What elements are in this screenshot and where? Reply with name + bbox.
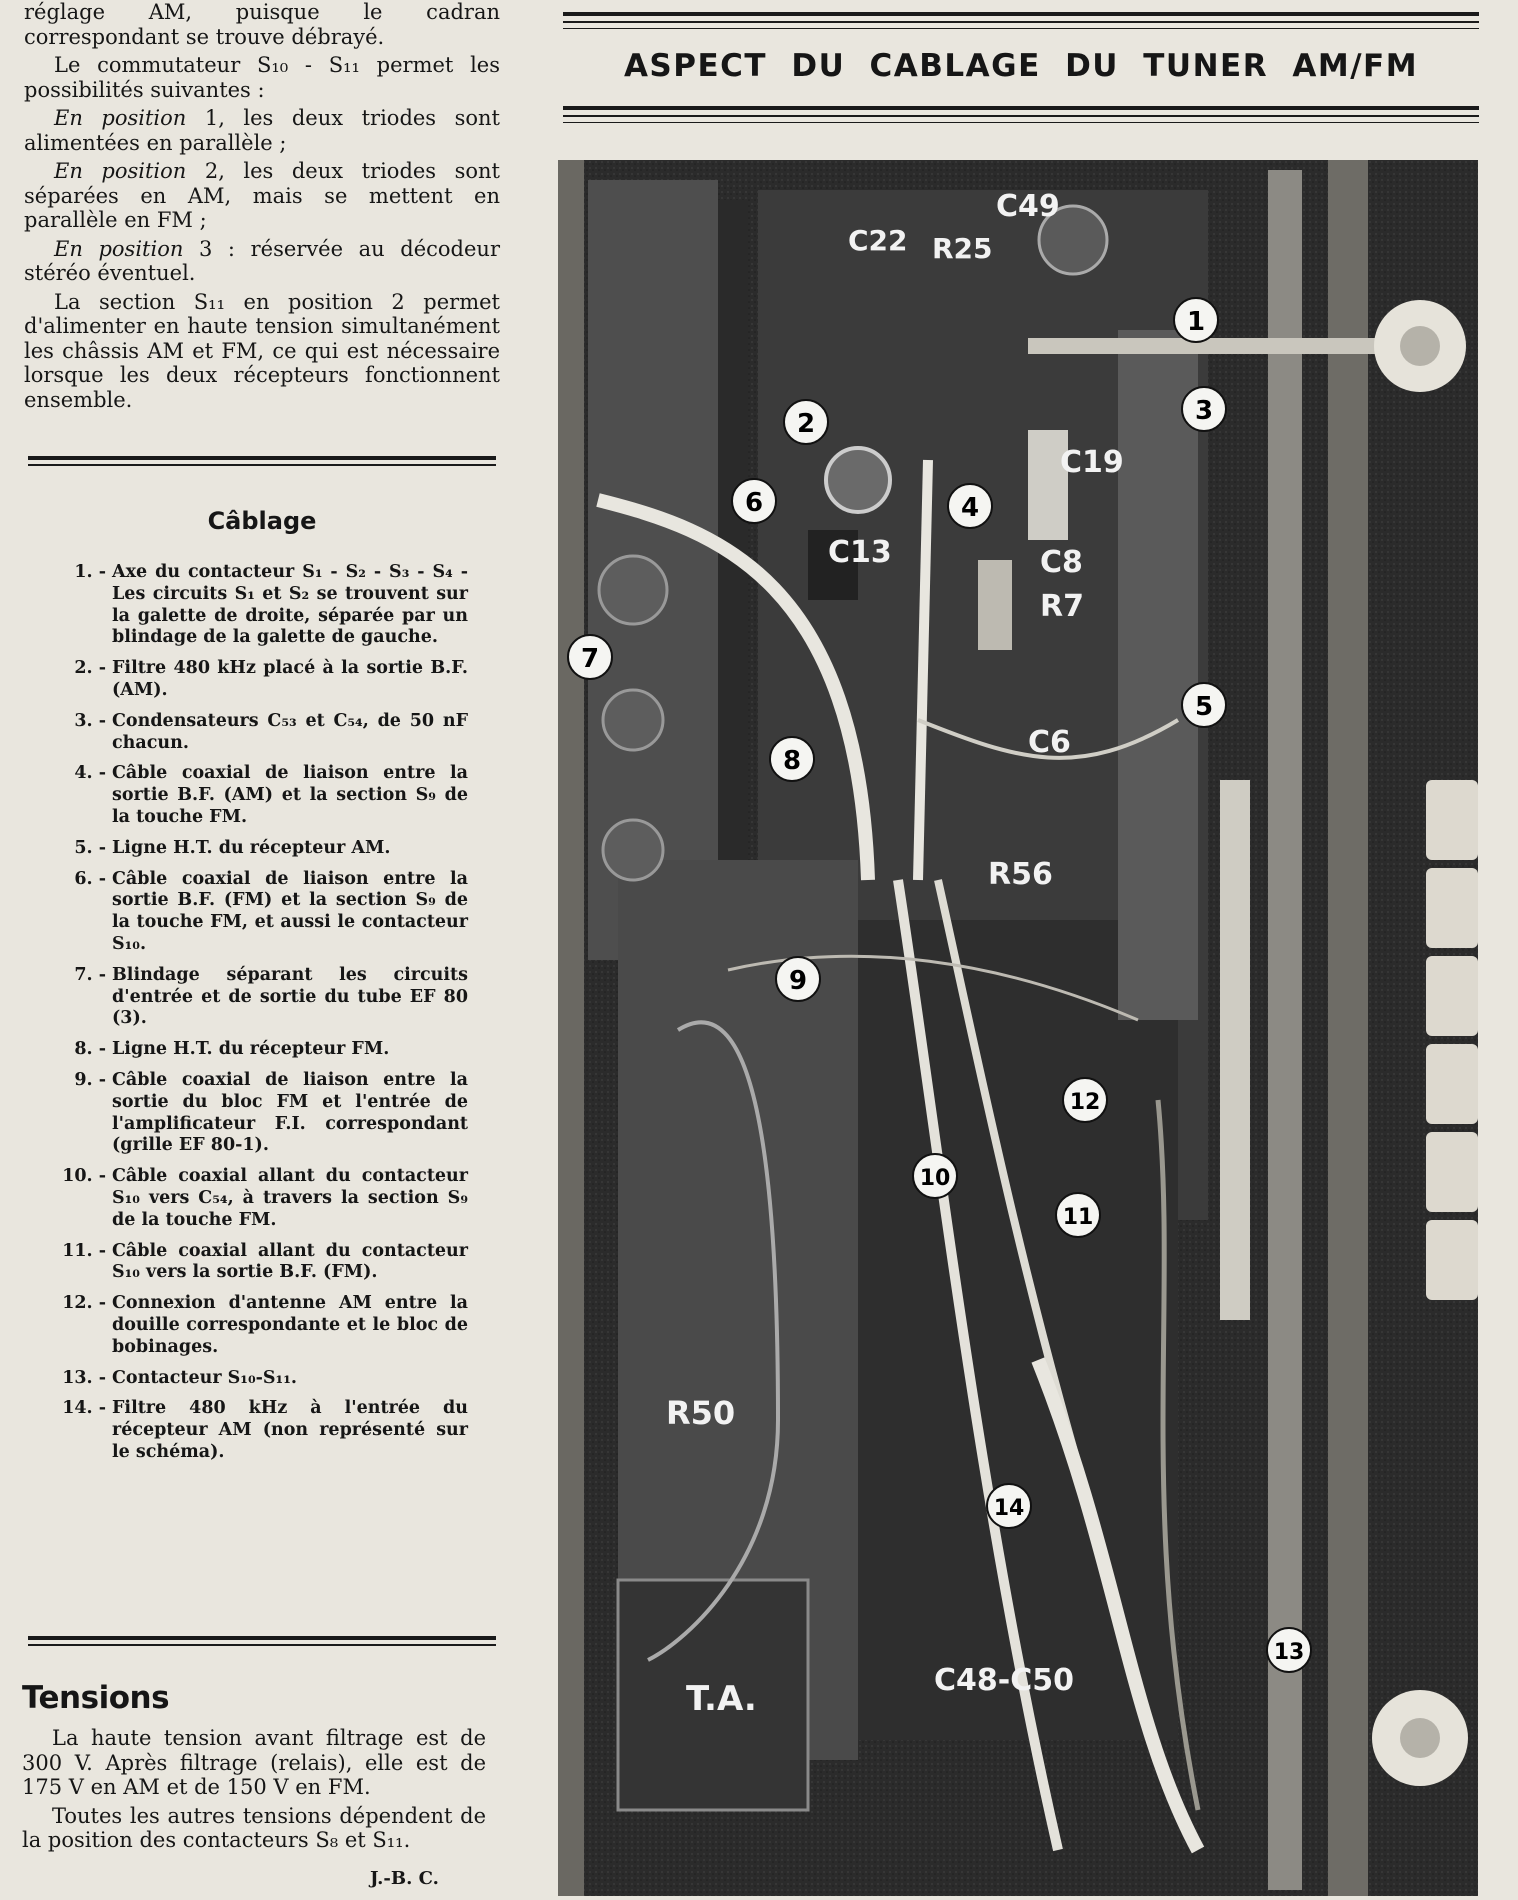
push-button	[1426, 868, 1478, 948]
list-item-number: 14. -	[62, 1398, 106, 1419]
emphasis: En position	[54, 236, 184, 261]
list-item-number: 3. -	[74, 710, 106, 731]
list-item-number: 10. -	[62, 1166, 106, 1187]
list-item	[50, 1398, 468, 1463]
list-item	[50, 1368, 468, 1390]
tensions-paragraph-1: La haute tension avant filtrage est de 300 V. Après filtrage (relais), elle est de 175 V en AM et de 150 V en FM.	[22, 1726, 486, 1799]
section-divider	[28, 1636, 496, 1646]
callout-1	[1174, 298, 1218, 342]
callout-14-number: 14	[993, 1496, 1025, 1521]
list-item	[50, 869, 468, 956]
callout-12-number: 12	[1069, 1090, 1101, 1115]
list-item	[50, 1039, 468, 1061]
list-item-text: Filtre 480 kHz à l'entrée du récepteur AM (non représenté sur le schéma).	[112, 1398, 468, 1462]
list-item-number: 13. -	[62, 1367, 106, 1388]
intro-paragraph-4-text: 2, les deux triodes sont séparées en AM, mais se mettent en parallèle en FM ;	[24, 159, 500, 232]
callout-13	[1267, 1628, 1311, 1672]
list-item	[50, 1166, 468, 1231]
list-item	[50, 711, 468, 755]
callout-3	[1182, 387, 1226, 431]
cablage-title: Câblage	[207, 507, 317, 535]
chassis-photo	[558, 160, 1478, 1896]
intro-paragraph-5-text: 3 : réservée au décodeur stéréo éventuel.	[24, 236, 500, 285]
intro-paragraph-1: réglage AM, puisque le cadran correspondant se trouve débrayé.	[24, 0, 500, 49]
intro-paragraph-3	[24, 106, 500, 155]
callout-5	[1182, 683, 1226, 727]
filter-480khz	[826, 448, 890, 512]
list-item-number: 6. -	[74, 868, 106, 889]
list-item	[50, 1293, 468, 1358]
list-item-text: Filtre 480 kHz placé à la sortie B.F. (AM).	[112, 658, 468, 700]
list-item-text: Connexion d'antenne AM entre la douille correspondante et le bloc de bobinages.	[112, 1293, 468, 1357]
label-c22: C22	[848, 224, 908, 257]
callout-4	[948, 484, 992, 528]
list-item-text: Ligne H.T. du récepteur FM.	[112, 1039, 390, 1060]
heading-rule-bottom	[563, 106, 1479, 123]
label-c19: C19	[1060, 445, 1124, 480]
callout-14	[987, 1484, 1031, 1528]
section-divider	[28, 456, 496, 466]
intro-paragraph-5	[24, 237, 500, 286]
list-item-text: Câble coaxial de liaison entre la sortie du bloc FM et l'entrée de l'amplificateur F.I. correspondant (grille EF 80-1).	[112, 1069, 468, 1156]
intro-paragraph-3-text: 1, les deux triodes sont alimentées en parallèle ;	[24, 106, 500, 155]
intro-text	[24, 0, 500, 416]
callout-2-number: 2	[796, 409, 816, 439]
list-item	[50, 1070, 468, 1157]
push-button	[1426, 780, 1478, 860]
label-r25: R25	[932, 232, 993, 265]
button-bar	[1220, 780, 1250, 1320]
list-item-text: Câble coaxial allant du contacteur S₁₀ vers la sortie B.F. (FM).	[112, 1240, 468, 1283]
photo-heading: ASPECT DU CABLAGE DU TUNER AM/FM	[623, 48, 1419, 84]
callout-9-number: 9	[788, 966, 808, 996]
callout-9	[776, 957, 820, 1001]
callout-6-number: 6	[744, 488, 764, 518]
list-item	[50, 763, 468, 828]
signature: J.-B. C.	[370, 1868, 439, 1889]
tensions-text	[22, 1726, 486, 1857]
callout-8-number: 8	[782, 746, 802, 776]
list-item-number: 2. -	[74, 658, 106, 679]
list-item	[50, 658, 468, 702]
callout-7	[568, 635, 612, 679]
list-item	[50, 562, 468, 649]
callout-5-number: 5	[1194, 692, 1214, 722]
list-item-text: Câble coaxial allant du contacteur S₁₀ vers C₅₄, à travers la section S₉ de la touche FM.	[112, 1166, 468, 1230]
list-item-number: 8. -	[74, 1039, 106, 1060]
chassis-illustration	[558, 160, 1478, 1896]
list-item	[50, 965, 468, 1030]
label-c49: C49	[996, 189, 1060, 224]
callout-8	[770, 737, 814, 781]
tube-socket	[599, 556, 667, 624]
list-item-number: 5. -	[74, 837, 106, 858]
callout-11-number: 11	[1062, 1205, 1094, 1230]
list-item-text: Câble coaxial de liaison entre la sortie B.F. (AM) et la section S₉ de la touche FM.	[112, 763, 468, 827]
label-r50: R50	[666, 1394, 736, 1432]
heading-rule-top	[563, 12, 1479, 29]
label-c6: C6	[1028, 725, 1071, 760]
list-item-text: Axe du contacteur S₁ - S₂ - S₃ - S₄ - Les circuits S₁ et S₂ se trouvent sur la galette de droite, séparée par un blindage de la galette de gauche.	[112, 562, 468, 648]
tensions-paragraph-2: Toutes les autres tensions dépendent de la position des contacteurs S₈ et S₁₁.	[22, 1803, 486, 1852]
label-c8: C8	[1040, 545, 1083, 580]
switch-shaft	[1028, 338, 1388, 354]
label-ta: T.A.	[686, 1679, 757, 1719]
tube-socket	[603, 690, 663, 750]
callout-6	[732, 479, 776, 523]
list-item-number: 9. -	[74, 1069, 106, 1090]
callout-7-number: 7	[580, 644, 600, 674]
push-button	[1426, 1220, 1478, 1300]
callout-10-number: 10	[919, 1166, 951, 1191]
callout-10	[913, 1154, 957, 1198]
callout-2	[784, 400, 828, 444]
intro-paragraph-2: Le commutateur S₁₀ - S₁₁ permet les possibilités suivantes :	[24, 53, 500, 102]
push-button	[1426, 1132, 1478, 1212]
list-item-number: 1. -	[74, 562, 106, 582]
callout-13-number: 13	[1273, 1640, 1305, 1665]
list-item-text: Contacteur S₁₀-S₁₁.	[112, 1367, 297, 1388]
callout-3-number: 3	[1194, 396, 1214, 426]
push-button	[1426, 956, 1478, 1036]
list-item-text: Condensateurs C₅₃ et C₅₄, de 50 nF chacun.	[112, 710, 468, 753]
label-c13: C13	[828, 535, 892, 570]
tensions-title: Tensions	[22, 1680, 170, 1716]
list-item-number: 4. -	[74, 763, 106, 784]
label-c48-c50: C48-C50	[934, 1663, 1074, 1698]
callout-12	[1063, 1078, 1107, 1122]
list-item-number: 11. -	[62, 1240, 106, 1261]
list-item-text: Ligne H.T. du récepteur AM.	[112, 837, 391, 858]
callout-4-number: 4	[960, 493, 980, 523]
emphasis: En position	[54, 159, 187, 183]
list-item	[50, 1241, 468, 1285]
intro-paragraph-6: La section S₁₁ en position 2 permet d'alimenter en haute tension simultanément les châssis AM et FM, ce qui est nécessaire lorsque les deux récepteurs fonctionnent ensemble.	[24, 289, 500, 412]
emphasis: En position	[54, 106, 187, 130]
list-item-text: Câble coaxial de liaison entre la sortie B.F. (FM) et la section S₉ de la touche FM, et aussi le contacteur S₁₀.	[112, 868, 468, 954]
cablage-list	[50, 562, 468, 1473]
list-item-number: 12. -	[62, 1293, 106, 1314]
list-item-text: Blindage séparant les circuits d'entrée et de sortie du tube EF 80 (3).	[112, 964, 468, 1029]
fm-board	[858, 920, 1178, 1740]
tube-socket	[603, 820, 663, 880]
intro-paragraph-4	[24, 159, 500, 233]
callout-11	[1056, 1193, 1100, 1237]
label-r7: R7	[1040, 589, 1084, 624]
list-item	[50, 838, 468, 860]
callout-1-number: 1	[1186, 307, 1206, 337]
label-r56: R56	[988, 857, 1053, 892]
push-button	[1426, 1044, 1478, 1124]
list-item-number: 7. -	[74, 964, 106, 985]
